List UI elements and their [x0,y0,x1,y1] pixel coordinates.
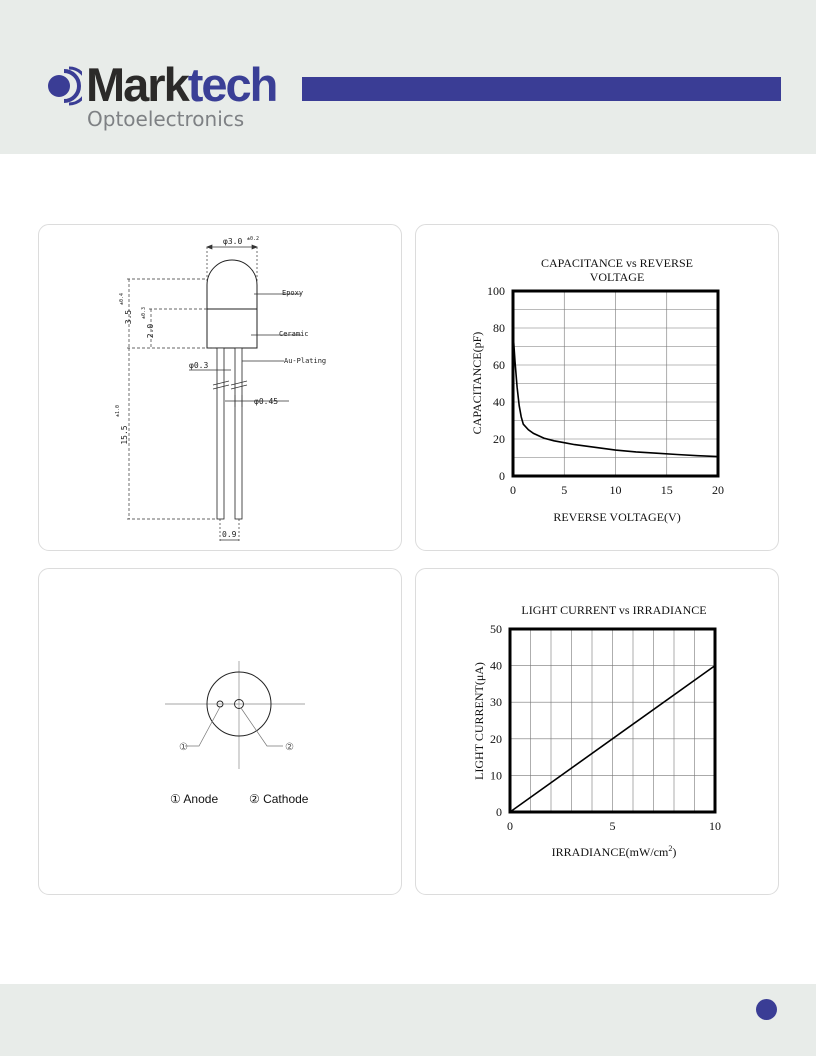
chart1-title-line1: CAPACITANCE vs REVERSE [541,256,693,270]
page-indicator-dot [756,999,777,1020]
chart1-title-line2: VOLTAGE [589,270,645,284]
dim-height-total: 3.5 [124,309,133,325]
pin-diagram [39,569,403,896]
dim-height-body-tol: ±0.3 [141,306,147,319]
chart2-x-axis-label [552,844,677,859]
chart2-x-axis-label-end: ) [672,845,677,859]
legend-anode: ① Anode [170,792,219,806]
chart2-y-tick-label: 40 [490,658,502,673]
chart1-y-tick-label: 20 [493,432,505,446]
footer-band [0,984,816,1056]
capacitance-chart-panel [415,224,779,551]
chart2-title: LIGHT CURRENT vs IRRADIANCE [521,603,707,617]
capacitance-chart [416,225,780,552]
chart1-x-tick-label: 10 [609,483,622,497]
dim-diameter-total-tol: ±0.2 [247,236,260,242]
dim-height-total-tol: ±0.4 [119,292,125,305]
label-ceramic: Ceramic [279,330,309,338]
brand-tagline: Optoelectronics [87,107,245,131]
pin-marker-1: ① [179,742,188,753]
pin-marker-2: ② [285,742,294,753]
dim-height-body: 2.0 [146,323,155,339]
dim-lead-length: 15.5 [120,425,129,445]
legend-cathode: ② Cathode [249,792,309,806]
chart1-x-tick-label: 15 [660,483,673,497]
chart2-x-tick-label: 5 [609,819,616,833]
dimension-drawing-panel [38,224,402,551]
marktech-logo-icon [42,66,82,106]
brand-name-part2: tech [187,58,277,111]
chart2-x-tick-label: 10 [709,819,721,833]
dim-lead-pitch: 0.9 [222,530,237,539]
chart2-x-axis-label-sup: 2 [668,844,673,853]
brand-name-part1: Mark [86,58,188,111]
dim-lead-diameter-large: φ0.45 [254,397,279,406]
light-current-chart-panel [415,568,779,895]
chart2-y-tick-label: 30 [490,695,502,710]
label-au-plating: Au-Plating [284,357,327,365]
light-current-chart [416,569,780,896]
chart1-y-tick-label: 80 [493,321,505,335]
dim-lead-diameter-small: φ0.3 [189,361,209,370]
header-band [0,0,816,154]
chart2-y-tick-label: 0 [496,805,502,819]
chart1-y-tick-label: 60 [493,358,505,372]
chart1-x-axis-label: REVERSE VOLTAGE(V) [553,510,681,524]
chart2-y-tick-label: 50 [490,622,502,636]
brand-name [86,60,276,110]
chart1-y-tick-label: 40 [493,395,505,409]
dim-diameter-total: φ3.0 [223,237,243,246]
header-accent-bar [302,77,781,101]
chart1-x-tick-label: 5 [561,483,568,497]
chart2-y-tick-label: 20 [490,731,502,746]
chart2-x-axis-label-main: IRRADIANCE(mW/cm [551,845,669,859]
chart1-y-axis-label: CAPACITANCE(pF) [470,331,484,435]
chart1-x-tick-label: 0 [510,483,516,497]
chart1-y-tick-label: 100 [487,284,505,298]
chart1-x-tick-label: 20 [712,483,724,497]
chart2-y-tick-label: 10 [490,768,502,783]
chart2-x-tick-label: 0 [507,819,513,833]
chart2-y-axis-label: LIGHT CURRENT(μA) [472,662,486,780]
chart1-y-tick-label: 0 [499,469,505,483]
pin-diagram-panel [38,568,402,895]
dimension-drawing [39,225,403,552]
label-epoxy: Epoxy [282,289,304,297]
dim-lead-length-tol: ±1.0 [115,404,121,417]
